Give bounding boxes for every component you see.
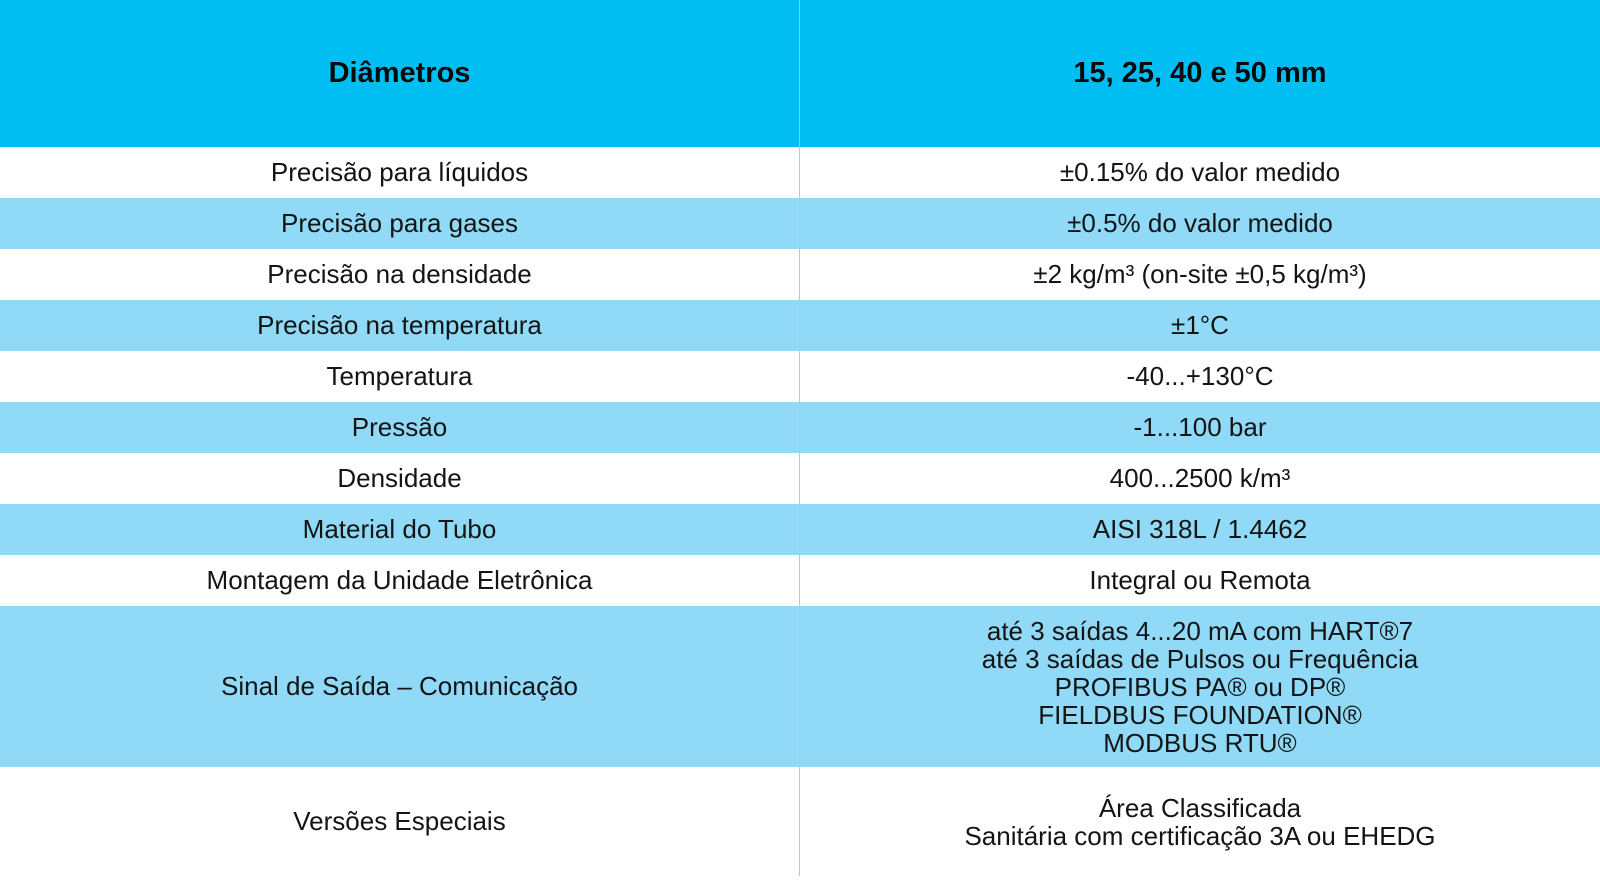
row-label: Precisão na densidade [0, 249, 800, 300]
row-value: -1...100 bar [1133, 412, 1267, 442]
header-diameter-label: Diâmetros [0, 0, 800, 147]
table-row [0, 606, 1600, 767]
output-signal-line: FIELDBUS FOUNDATION® [1038, 699, 1362, 730]
table-row [0, 351, 1600, 402]
table-row [0, 453, 1600, 504]
output-signal-line: MODBUS RTU® [1103, 727, 1297, 758]
table-row [0, 767, 1600, 876]
row-label: Temperatura [0, 351, 800, 402]
row-label: Material do Tubo [0, 504, 800, 555]
row-value: Integral ou Remota [1089, 565, 1311, 595]
table-row [0, 198, 1600, 249]
table-row [0, 504, 1600, 555]
row-label: Versões Especiais [0, 767, 800, 876]
row-value: -40...+130°C [1126, 361, 1274, 391]
row-label: Precisão na temperatura [0, 300, 800, 351]
header-diameter-values: 15, 25, 40 e 50 mm [1073, 57, 1327, 89]
row-value-multiline [800, 606, 1600, 767]
table-row [0, 555, 1600, 606]
output-signal-line: até 3 saídas de Pulsos ou Frequência [981, 643, 1419, 674]
row-value: ±0.15% do valor medido [1059, 157, 1341, 187]
special-version-line: Área Classificada [1098, 792, 1302, 823]
row-value: ±2 kg/m³ (on-site ±0,5 kg/m³) [1033, 259, 1367, 289]
row-label: Densidade [0, 453, 800, 504]
output-signal-line: até 3 saídas 4...20 mA com HART®7 [986, 615, 1414, 646]
row-value: ±1°C [1171, 310, 1229, 340]
row-value: 400...2500 k/m³ [1109, 463, 1291, 493]
table-header-row [0, 0, 1600, 147]
special-version-line: Sanitária com certificação 3A ou EHEDG [964, 820, 1436, 851]
row-label: Sinal de Saída – Comunicação [0, 606, 800, 767]
row-value-multiline [800, 767, 1600, 876]
row-label: Precisão para gases [0, 198, 800, 249]
output-signal-line: PROFIBUS PA® ou DP® [1054, 671, 1346, 702]
row-value: AISI 318L / 1.4462 [1092, 514, 1308, 544]
row-label: Precisão para líquidos [0, 147, 800, 198]
table-row [0, 300, 1600, 351]
table-row [0, 402, 1600, 453]
row-label: Montagem da Unidade Eletrônica [0, 555, 800, 606]
table-row [0, 147, 1600, 198]
table-row [0, 249, 1600, 300]
row-value: ±0.5% do valor medido [1067, 208, 1333, 238]
row-label: Pressão [0, 402, 800, 453]
